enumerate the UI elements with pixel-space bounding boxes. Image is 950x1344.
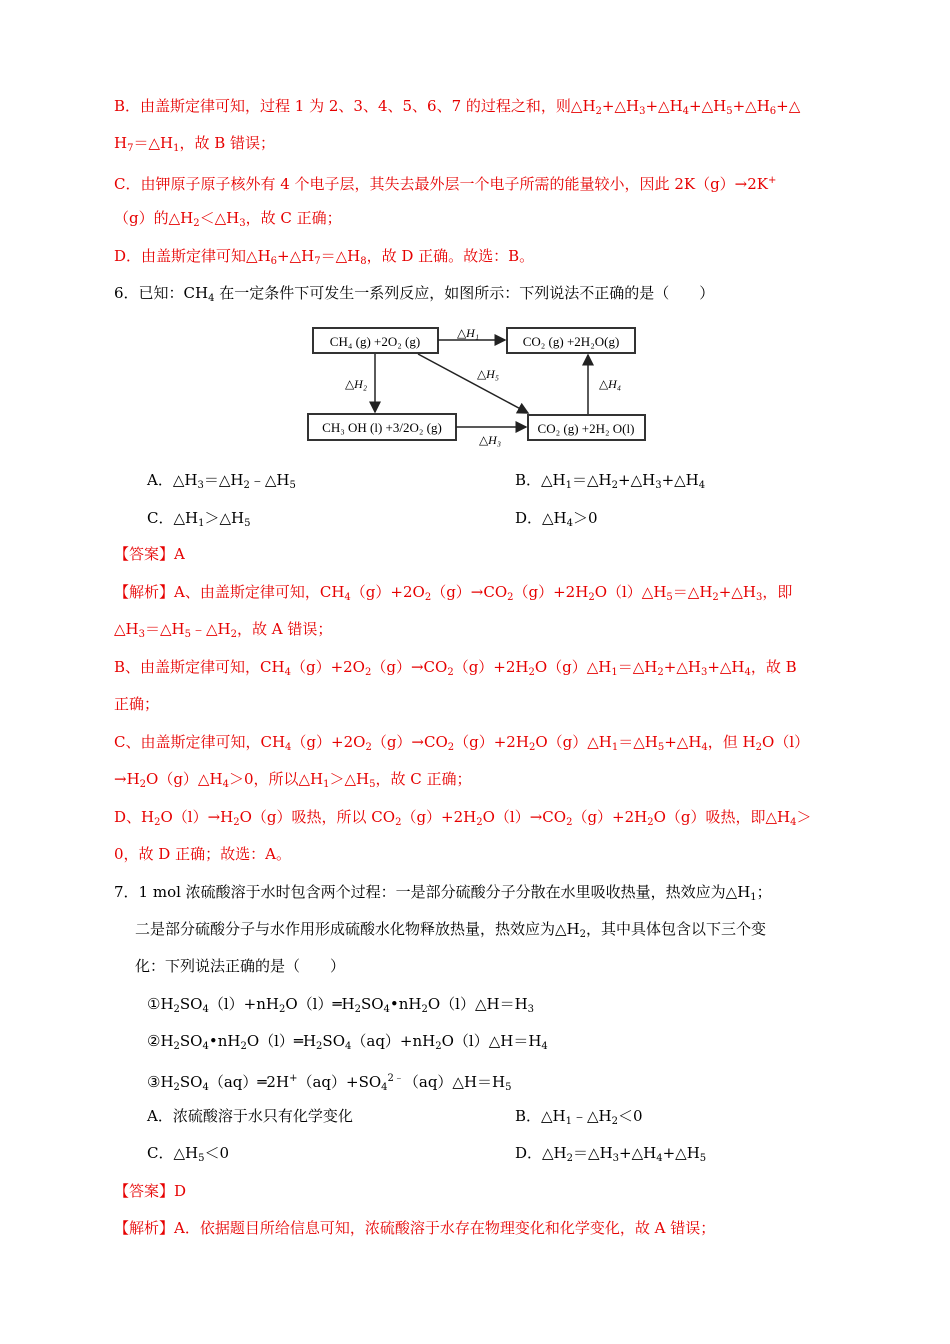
q7-option-b: B．$\triangle H_1﹣\triangle H_2<0$: [515, 1107, 643, 1127]
q6-answer: 【答案】A: [114, 545, 185, 563]
label-dh3: △H₃: [478, 433, 502, 447]
q6-explanation-c-line1: C、由盖斯定律可知，$CH_4(g)+2O_2(g)\to CO_2(g)+2H_2O(g)\triangle H_1=\triangle H_5+\triangle H_4$，但 $H_2O(l)$: [114, 733, 810, 753]
svg-text:CO₂ (g) +2H₂ O(l): CO₂ (g) +2H₂ O(l): [537, 421, 635, 436]
q6-explanation-a-line1: 【解析】A、由盖斯定律可知，$CH_4(g)+2O_2(g)\to CO_2(g)+2H_2O(l)\triangle H_5=\triangle H_2+\triangle H_3$，即: [114, 583, 793, 603]
q6-explanation-c-line2: $\to H_2O(g)\triangle H_4>0$，所以$\triangle H_1>\triangle H_5$，故 C 正确；: [114, 770, 472, 790]
q7-stem-line1: 7．1 mol 浓硫酸溶于水时包含两个过程：一是部分硫酸分子分散在水里吸收热量，热效应为$\triangle H_1$；: [114, 883, 772, 903]
q5-option-d-line: D．由盖斯定律可知$\triangle H_6+\triangle H_7=\triangle H_8$，故 D 正确。故选：B。: [114, 247, 535, 267]
q7-option-a: A．浓硫酸溶于水只有化学变化: [147, 1107, 353, 1125]
q7-stem-line2: 二是部分硫酸分子与水作用形成硫酸水化物释放热量，热效应为$\triangle H_2$，其中具体包含以下三个变: [135, 920, 767, 940]
label-dh5: △H₅: [476, 367, 500, 381]
q6-explanation-d-line2: 0，故 D 正确；故选：A。: [114, 845, 291, 863]
label-dh2: △H₂: [344, 377, 368, 391]
q6-option-b: B．$\triangle H_1=\triangle H_2+\triangle H_3+\triangle H_4$: [515, 471, 706, 491]
q7-reaction-3: $③H_2SO_4(aq)═2H^+(aq)+SO_4^{2﹣}(aq)\triangle H=H_5$: [147, 1073, 512, 1093]
q6-stem: 6．已知：$CH_4$ 在一定条件下可发生一系列反应，如图所示：下列说法不正确的是（ ）: [114, 284, 715, 304]
svg-text:CH₃ OH (l) +3/2O₂ (g): CH₃ OH (l) +3/2O₂ (g): [322, 420, 442, 435]
label-dh1: △H₁: [456, 326, 480, 340]
q6-option-a: A．$\triangle H_3=\triangle H_2﹣\triangle H_5$: [147, 471, 296, 491]
q5-option-b-line2: $H_7=\triangle H_1$，故 B 错误；: [114, 134, 276, 154]
svg-text:CH₄ (g) +2O₂ (g): CH₄ (g) +2O₂ (g): [329, 334, 421, 349]
q7-reaction-1: $①H_2SO_4(l)+nH_2O(l)═H_2SO_4•nH_2O(l)\triangle H=H_3$: [147, 995, 535, 1015]
box-ch4: [313, 328, 438, 353]
q6-explanation-a-line2: $\triangle H_3=\triangle H_5﹣\triangle H_2$，故 A 错误；: [114, 620, 333, 640]
box-ch3oh: [308, 414, 456, 440]
box-co2-h2o-gas: [507, 328, 635, 353]
q6-explanation-d-line1: D、$H_2O(l)\to H_2O(g)$吸热，所以 $CO_2(g)+2H_2O(l)\to CO_2(g)+2H_2O(g)$吸热，即$\triangle H_4>$: [114, 808, 812, 828]
q5-option-c-line2: （g）的$\triangle H_2<\triangle H_3$，故 C 正确；: [114, 209, 342, 229]
q5-option-c-line1: C．由钾原子原子核外有 4 个电子层，其失去最外层一个电子所需的能量较小，因此 2K（g）→2K+: [114, 175, 777, 193]
q6-explanation-b-line1: B、由盖斯定律可知，$CH_4(g)+2O_2(g)\to CO_2(g)+2H_2O(g)\triangle H_1=\triangle H_2+\triangle H_3+\triangle H_4$，故 B: [114, 658, 797, 678]
q7-reaction-2: $②H_2SO_4•nH_2O(l)═H_2SO_4(aq)+nH_2O(l)\triangle H=H_4$: [147, 1032, 548, 1052]
arrow-dh5: [418, 354, 528, 413]
q7-stem-line3: 化：下列说法正确的是（ ）: [135, 957, 346, 975]
q6-explanation-b-line2: 正确；: [114, 695, 160, 713]
q6-option-c: C．$\triangle H_1>\triangle H_5$: [147, 509, 251, 529]
q5-option-b-line1: B．由盖斯定律可知，过程 1 为 2、3、4、5、6、7 的过程之和，则$\triangle H_2+\triangle H_3+\triangle H_4+\triangle H_5+\triangle H_6+\triangle$: [114, 97, 801, 117]
box-co2-h2o-liquid: [528, 415, 645, 440]
q7-option-d: D．$\triangle H_2=\triangle H_3+\triangle H_4+\triangle H_5$: [515, 1144, 707, 1164]
q7-explanation-a: 【解析】A．依据题目所给信息可知，浓硫酸溶于水存在物理变化和化学变化，故 A 错误；: [114, 1219, 716, 1237]
reaction-diagram: [300, 320, 650, 450]
q7-option-c: C．$\triangle H_5<0$: [147, 1144, 230, 1164]
svg-text:CO₂ (g) +2H₂O(g): CO₂ (g) +2H₂O(g): [522, 334, 620, 349]
q7-answer: 【答案】D: [114, 1182, 187, 1200]
label-dh4: △H₄: [598, 377, 622, 391]
q6-option-d: D．$\triangle H_4>0$: [515, 509, 598, 529]
